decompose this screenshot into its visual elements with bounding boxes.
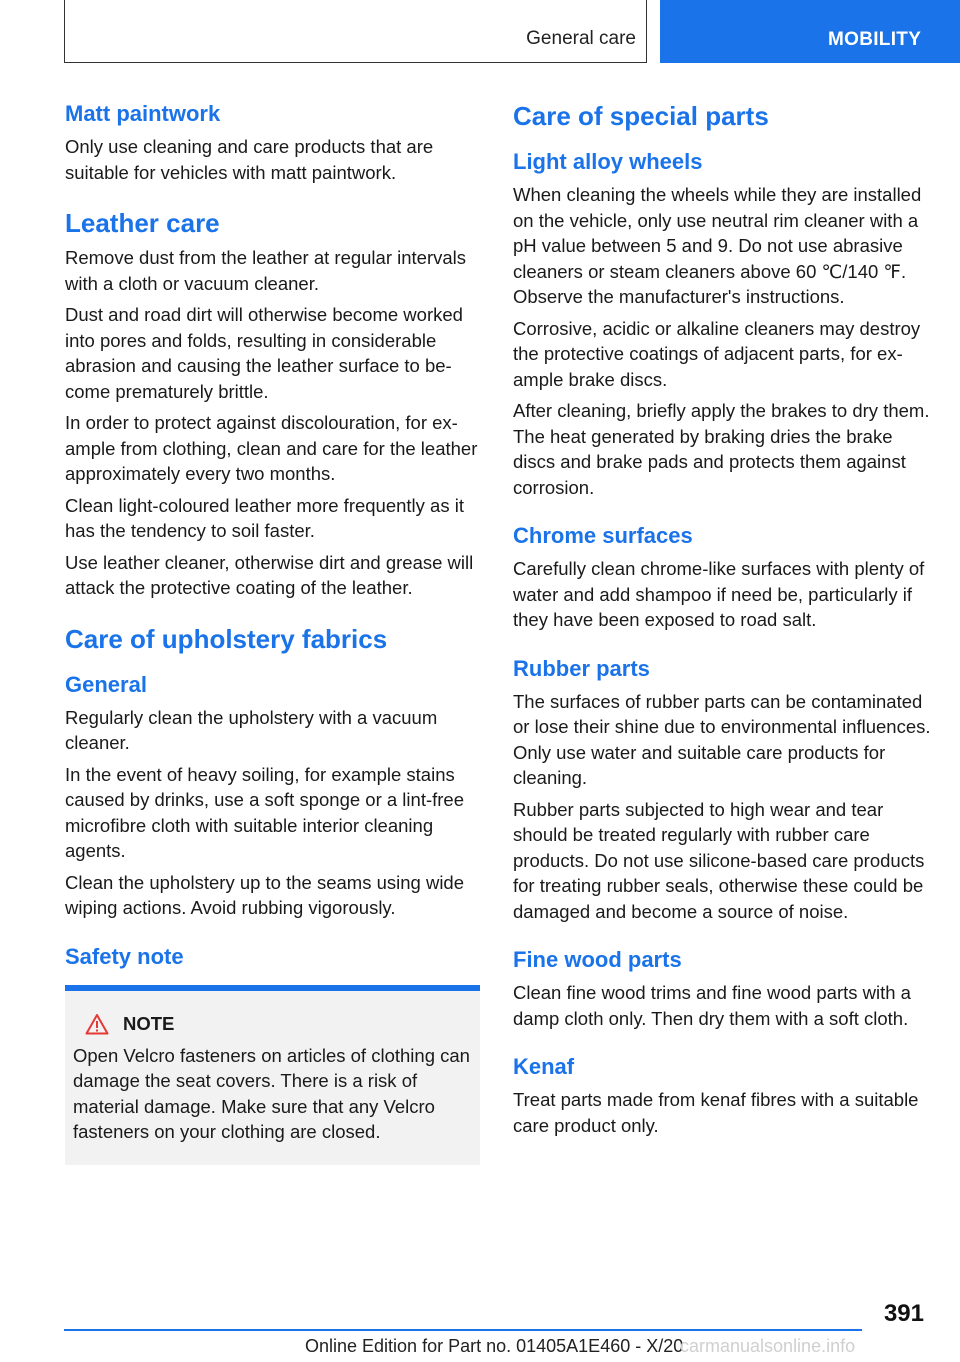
paragraph: Remove dust from the leather at regular intervals with a cloth or vacuum cleaner. — [65, 247, 467, 294]
left-column — [65, 100, 480, 1165]
heading-light-alloy-wheels: Light alloy wheels — [513, 149, 703, 174]
paragraph: Use leather cleaner, otherwise dirt and grease will attack the protective coating of the leather. — [65, 551, 474, 598]
paragraph: In the event of heavy soiling, for example stains caused by drinks, use a soft sponge or a lint-free microfibre cloth with suitable interior cleaning agents. — [65, 763, 464, 861]
warning-icon — [85, 1013, 109, 1035]
chapter-label: MOBILITY — [828, 29, 922, 50]
paragraph: Clean the upholstery up to the seams using wide wiping actions. Avoid rubbing vigorously. — [65, 871, 465, 918]
heading-safety-note: Safety note — [65, 943, 184, 969]
heading-kenaf: Kenaf — [513, 1054, 575, 1079]
paragraph: Rubber parts subjected to high wear and tear should be treated regularly with rubber care products. Do not use silicone-based care products for treating rubber seals, otherwise these could be damaged and become a source of noise. — [513, 798, 925, 922]
paragraph: Treat parts made from kenaf fibres with a suitable care product only. — [513, 1089, 919, 1136]
paragraph: Clean light-coloured leather more frequently as it has the tendency to soil faster. — [65, 494, 464, 541]
right-column — [513, 100, 931, 1138]
note-text: Open Velcro fasteners on articles of clothing can damage the seat covers. There is a risk of material damage. Make sure that any Velcro fasteners on your clothing are closed. — [73, 1044, 470, 1142]
paragraph: Corrosive, acidic or alkaline cleaners may destroy the protective coatings of adjacent parts, for example brake discs. — [513, 317, 921, 390]
paragraph: Carefully clean chrome-like surfaces with plenty of water and add shampoo if need be, particularly if they have been exposed to road salt. — [513, 558, 925, 630]
heading-fine-wood-parts: Fine wood parts — [513, 947, 682, 972]
chapter-tab — [660, 0, 960, 63]
paragraph: Clean fine wood trims and fine wood parts with a damp cloth only. Then dry them with a soft cloth. — [513, 982, 911, 1029]
watermark: carmanualsonline.info — [680, 1336, 856, 1356]
paragraph: The surfaces of rubber parts can be contaminated or lose their shine due to environmental influences. Only use water and suitable care products for cleaning. — [513, 690, 931, 788]
section-title: General care — [526, 28, 636, 49]
paragraph: Dust and road dirt will otherwise become worked into pores and folds, resulting in considerable abrasion and causing the leather surface to become prematurely brittle. — [65, 304, 463, 402]
heading-general: General — [65, 671, 147, 697]
heading-matt-paintwork: Matt paintwork — [65, 101, 221, 126]
heading-chrome-surfaces: Chrome surfaces — [513, 523, 693, 548]
paragraph: Only use cleaning and care products that are suitable for vehicles with matt paintwork. — [65, 136, 434, 183]
note-label: NOTE — [123, 1012, 175, 1034]
paragraph: In order to protect against discolouration, for example from clothing, clean and care for the leather approximately every two months. — [65, 412, 478, 484]
heading-upholstery: Care of upholstery fabrics — [65, 623, 388, 654]
footer-divider — [64, 1329, 862, 1331]
note-box — [65, 991, 480, 1165]
heading-leather-care: Leather care — [65, 208, 220, 238]
heading-special-parts: Care of special parts — [513, 101, 769, 131]
paragraph: When cleaning the wheels while they are installed on the vehicle, only use neutral rim cleaner with a pH value between 5 and 9. Do not use abrasive cleaners or steam cleaners above 60 ℃/140 ℉. Observe the manufacturer's instructions. — [513, 184, 922, 307]
edition-text: Online Edition for Part no. 01405A1E460 - X/20 — [305, 1336, 684, 1356]
heading-rubber-parts: Rubber parts — [513, 655, 650, 681]
paragraph: Regularly clean the upholstery with a vacuum cleaner. — [65, 706, 438, 753]
paragraph: After cleaning, briefly apply the brakes to dry them. The heat generated by braking dries the brake discs and brake pads and protects them against corrosion. — [513, 400, 930, 498]
page-number: 391 — [883, 1300, 924, 1327]
note-header — [73, 1013, 472, 1035]
